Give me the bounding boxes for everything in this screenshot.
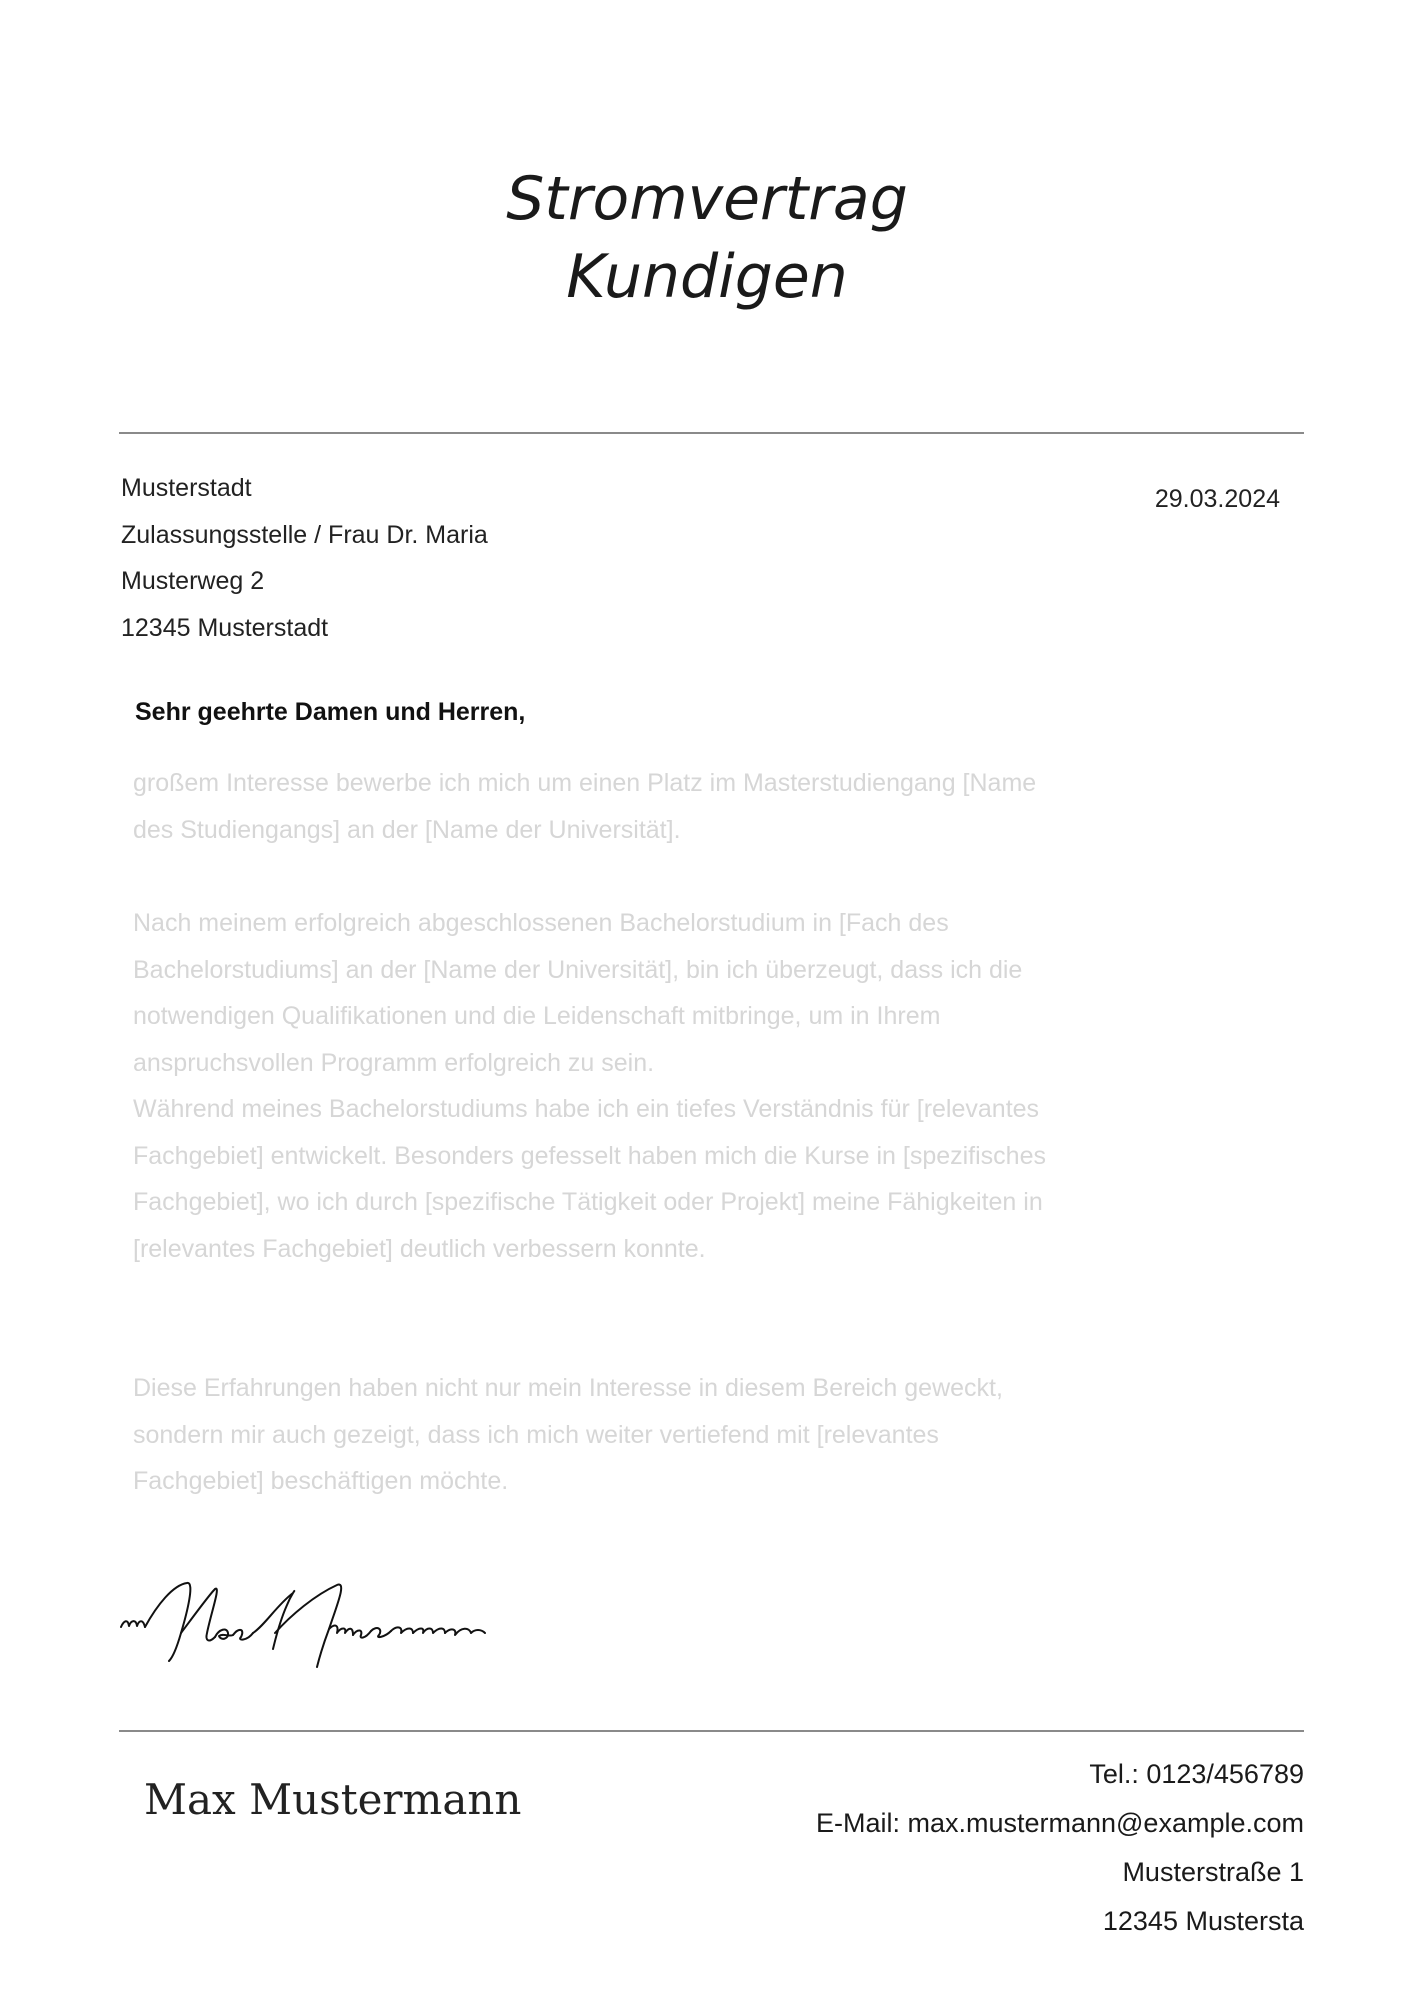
- city-address: 12345 Mustersta: [1102, 1906, 1304, 1936]
- title-line-1: Stromvertrag: [506, 164, 908, 234]
- recipient-line-3: Musterweg 2: [121, 567, 265, 595]
- recipient-line-4: 12345 Musterstadt: [121, 613, 329, 642]
- sender-name: Max Mustermann: [144, 1775, 522, 1824]
- letter-date: 29.03.2024: [1154, 485, 1280, 513]
- recipient-line-2: Zulassungsstelle / Frau Dr. Maria: [121, 520, 488, 549]
- paragraph-line: Bachelorstudiums] an der [Name der Universität], bin ich überzeugt, dass ich die: [133, 955, 1023, 984]
- body-paragraph-3: [133, 1365, 1243, 1505]
- paragraph-line: anspruchsvollen Programm erfolgreich zu sein.: [133, 1048, 655, 1077]
- sender-contact: [816, 1750, 1304, 1946]
- recipient-line-1: Musterstadt: [121, 474, 252, 502]
- handwritten-signature: [115, 1575, 515, 1685]
- paragraph-line: Nach meinem erfolgreich abgeschlossenen Bachelorstudium in [Fach des: [133, 909, 949, 937]
- paragraph-line: Fachgebiet] beschäftigen möchte.: [133, 1467, 509, 1495]
- bottom-divider: [119, 1730, 1304, 1732]
- street-address: Musterstraße 1: [1122, 1857, 1304, 1887]
- paragraph-line: Fachgebiet], wo ich durch [spezifische Tätigkeit oder Projekt] meine Fähigkeiten in: [133, 1188, 1043, 1216]
- paragraph-line: sondern mir auch gezeigt, dass ich mich weiter vertiefend mit [relevantes: [133, 1420, 939, 1449]
- paragraph-line: des Studiengangs] an der [Name der Universität].: [133, 815, 681, 844]
- title-line-2: Kundigen: [566, 242, 848, 312]
- top-divider: [119, 432, 1304, 434]
- paragraph-line: notwendigen Qualifikationen und die Leidenschaft mitbringe, um in Ihrem: [133, 1002, 941, 1030]
- salutation: Sehr geehrte Damen und Herren,: [135, 698, 526, 726]
- paragraph-line: [relevantes Fachgebiet] deutlich verbessern konnte.: [133, 1234, 706, 1263]
- recipient-address: [121, 465, 488, 651]
- document-title: [0, 160, 1414, 316]
- body-paragraph-1: [133, 760, 1243, 853]
- paragraph-line: großem Interesse bewerbe ich mich um einen Platz im Masterstudiengang [Name: [133, 769, 1037, 797]
- paragraph-line: Während meines Bachelorstudiums habe ich ein tiefes Verständnis für [relevantes: [133, 1095, 1040, 1123]
- paragraph-line: Fachgebiet] entwickelt. Besonders gefesselt haben mich die Kurse in [spezifisches: [133, 1141, 1046, 1170]
- paragraph-line: Diese Erfahrungen haben nicht nur mein Interesse in diesem Bereich geweckt,: [133, 1374, 1003, 1402]
- email-address: E-Mail: max.mustermann@example.com: [815, 1808, 1304, 1838]
- phone-number: Tel.: 0123/456789: [1089, 1759, 1304, 1789]
- body-paragraph-2: [133, 900, 1243, 1272]
